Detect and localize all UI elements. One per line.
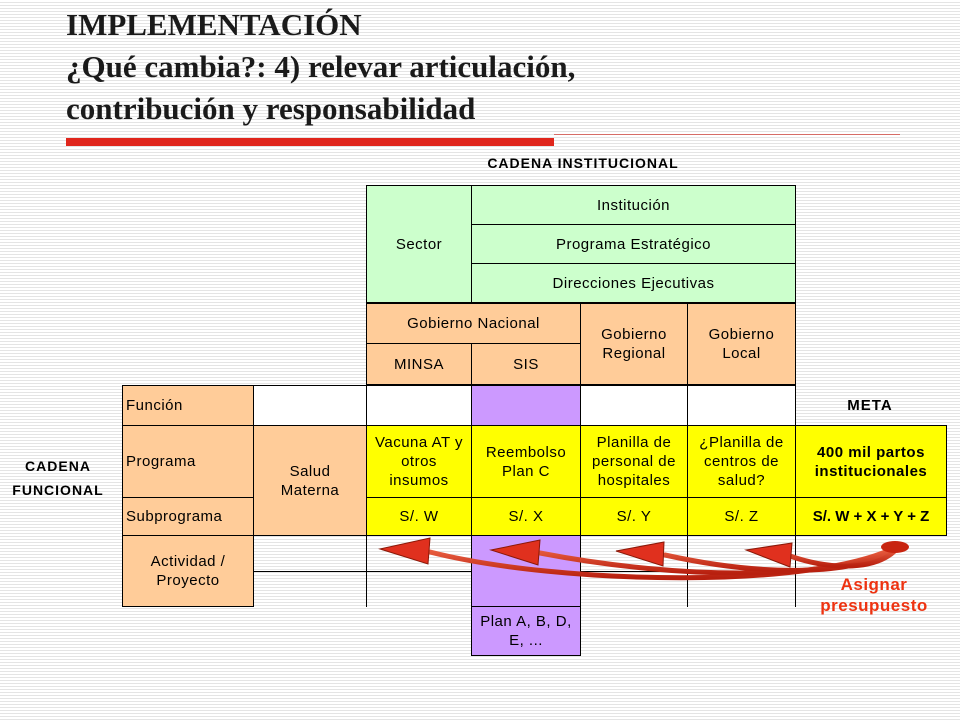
planilla-c-line-2: centros de xyxy=(703,453,780,470)
monto-x-cell: S/. X xyxy=(471,497,581,536)
vacuna-line-2: otros xyxy=(401,453,437,470)
minsa-cell: MINSA xyxy=(366,343,472,385)
gobierno-regional-line-1: Gobierno xyxy=(601,326,667,343)
planilla-line-1: Planilla de xyxy=(596,434,672,451)
monto-y-cell: S/. Y xyxy=(580,497,688,536)
monto-total-cell: S/. W + X + Y + Z xyxy=(795,497,947,536)
gobierno-local-line-1: Gobierno xyxy=(708,326,775,343)
arrow-source xyxy=(881,541,909,553)
plan-line-1: Plan A, B, D, xyxy=(480,613,572,630)
sis-cell: SIS xyxy=(471,343,581,385)
planilla-c-line-3: salud? xyxy=(717,472,766,489)
plan-line-2: E, ... xyxy=(509,632,543,649)
meta-line-2: institucionales xyxy=(814,462,928,480)
cadena-institucional-label: CADENA INSTITUCIONAL xyxy=(487,155,679,171)
vacuna-line-1: Vacuna AT y xyxy=(374,434,464,451)
planilla-c-line-1: ¿Planilla de xyxy=(699,434,784,451)
salud-line-2: Materna xyxy=(280,481,340,499)
gobierno-local-line-2: Local xyxy=(722,345,761,362)
gobierno-nacional-cell: Gobierno Nacional xyxy=(366,303,581,344)
salud-line-1: Salud xyxy=(289,462,331,480)
direcciones-ejecutivas-cell: Direcciones Ejecutivas xyxy=(471,263,796,303)
subprograma-cell: Subprograma xyxy=(122,497,254,536)
funcion-cell: Función xyxy=(122,385,254,426)
actividad-line-2: Proyecto xyxy=(156,572,220,589)
monto-z-cell: S/. Z xyxy=(687,497,796,536)
cadena-funcional-line-2: FUNCIONAL xyxy=(12,482,104,498)
title-line-1: IMPLEMENTACIÓN xyxy=(66,7,362,42)
meta-label: META xyxy=(847,397,893,414)
title-line-2: ¿Qué cambia?: 4) relevar articulación, xyxy=(66,49,576,84)
planilla-line-2: personal de xyxy=(592,453,676,470)
reembolso-line-2: Plan C xyxy=(501,462,551,480)
asignar-line-2: presupuesto xyxy=(820,596,928,615)
programa-cell: Programa xyxy=(122,425,254,498)
cadena-funcional-line-1: CADENA xyxy=(25,458,91,474)
asignar-line-1: Asignar xyxy=(840,575,908,594)
reembolso-line-1: Reembolso xyxy=(485,443,567,461)
sector-cell: Sector xyxy=(366,185,472,303)
actividad-line-1: Actividad / xyxy=(150,553,226,570)
gobierno-regional-line-2: Regional xyxy=(602,345,666,362)
programa-estrategico-cell: Programa Estratégico xyxy=(471,224,796,264)
institucion-cell: Institución xyxy=(471,185,796,225)
meta-line-1: 400 mil partos xyxy=(817,443,925,461)
planilla-line-3: hospitales xyxy=(597,472,671,489)
title-line-3: contribución y responsabilidad xyxy=(66,91,476,126)
asignar-presupuesto-label xyxy=(796,574,952,616)
vacuna-line-3: insumos xyxy=(389,472,449,489)
monto-w-cell: S/. W xyxy=(366,497,472,536)
